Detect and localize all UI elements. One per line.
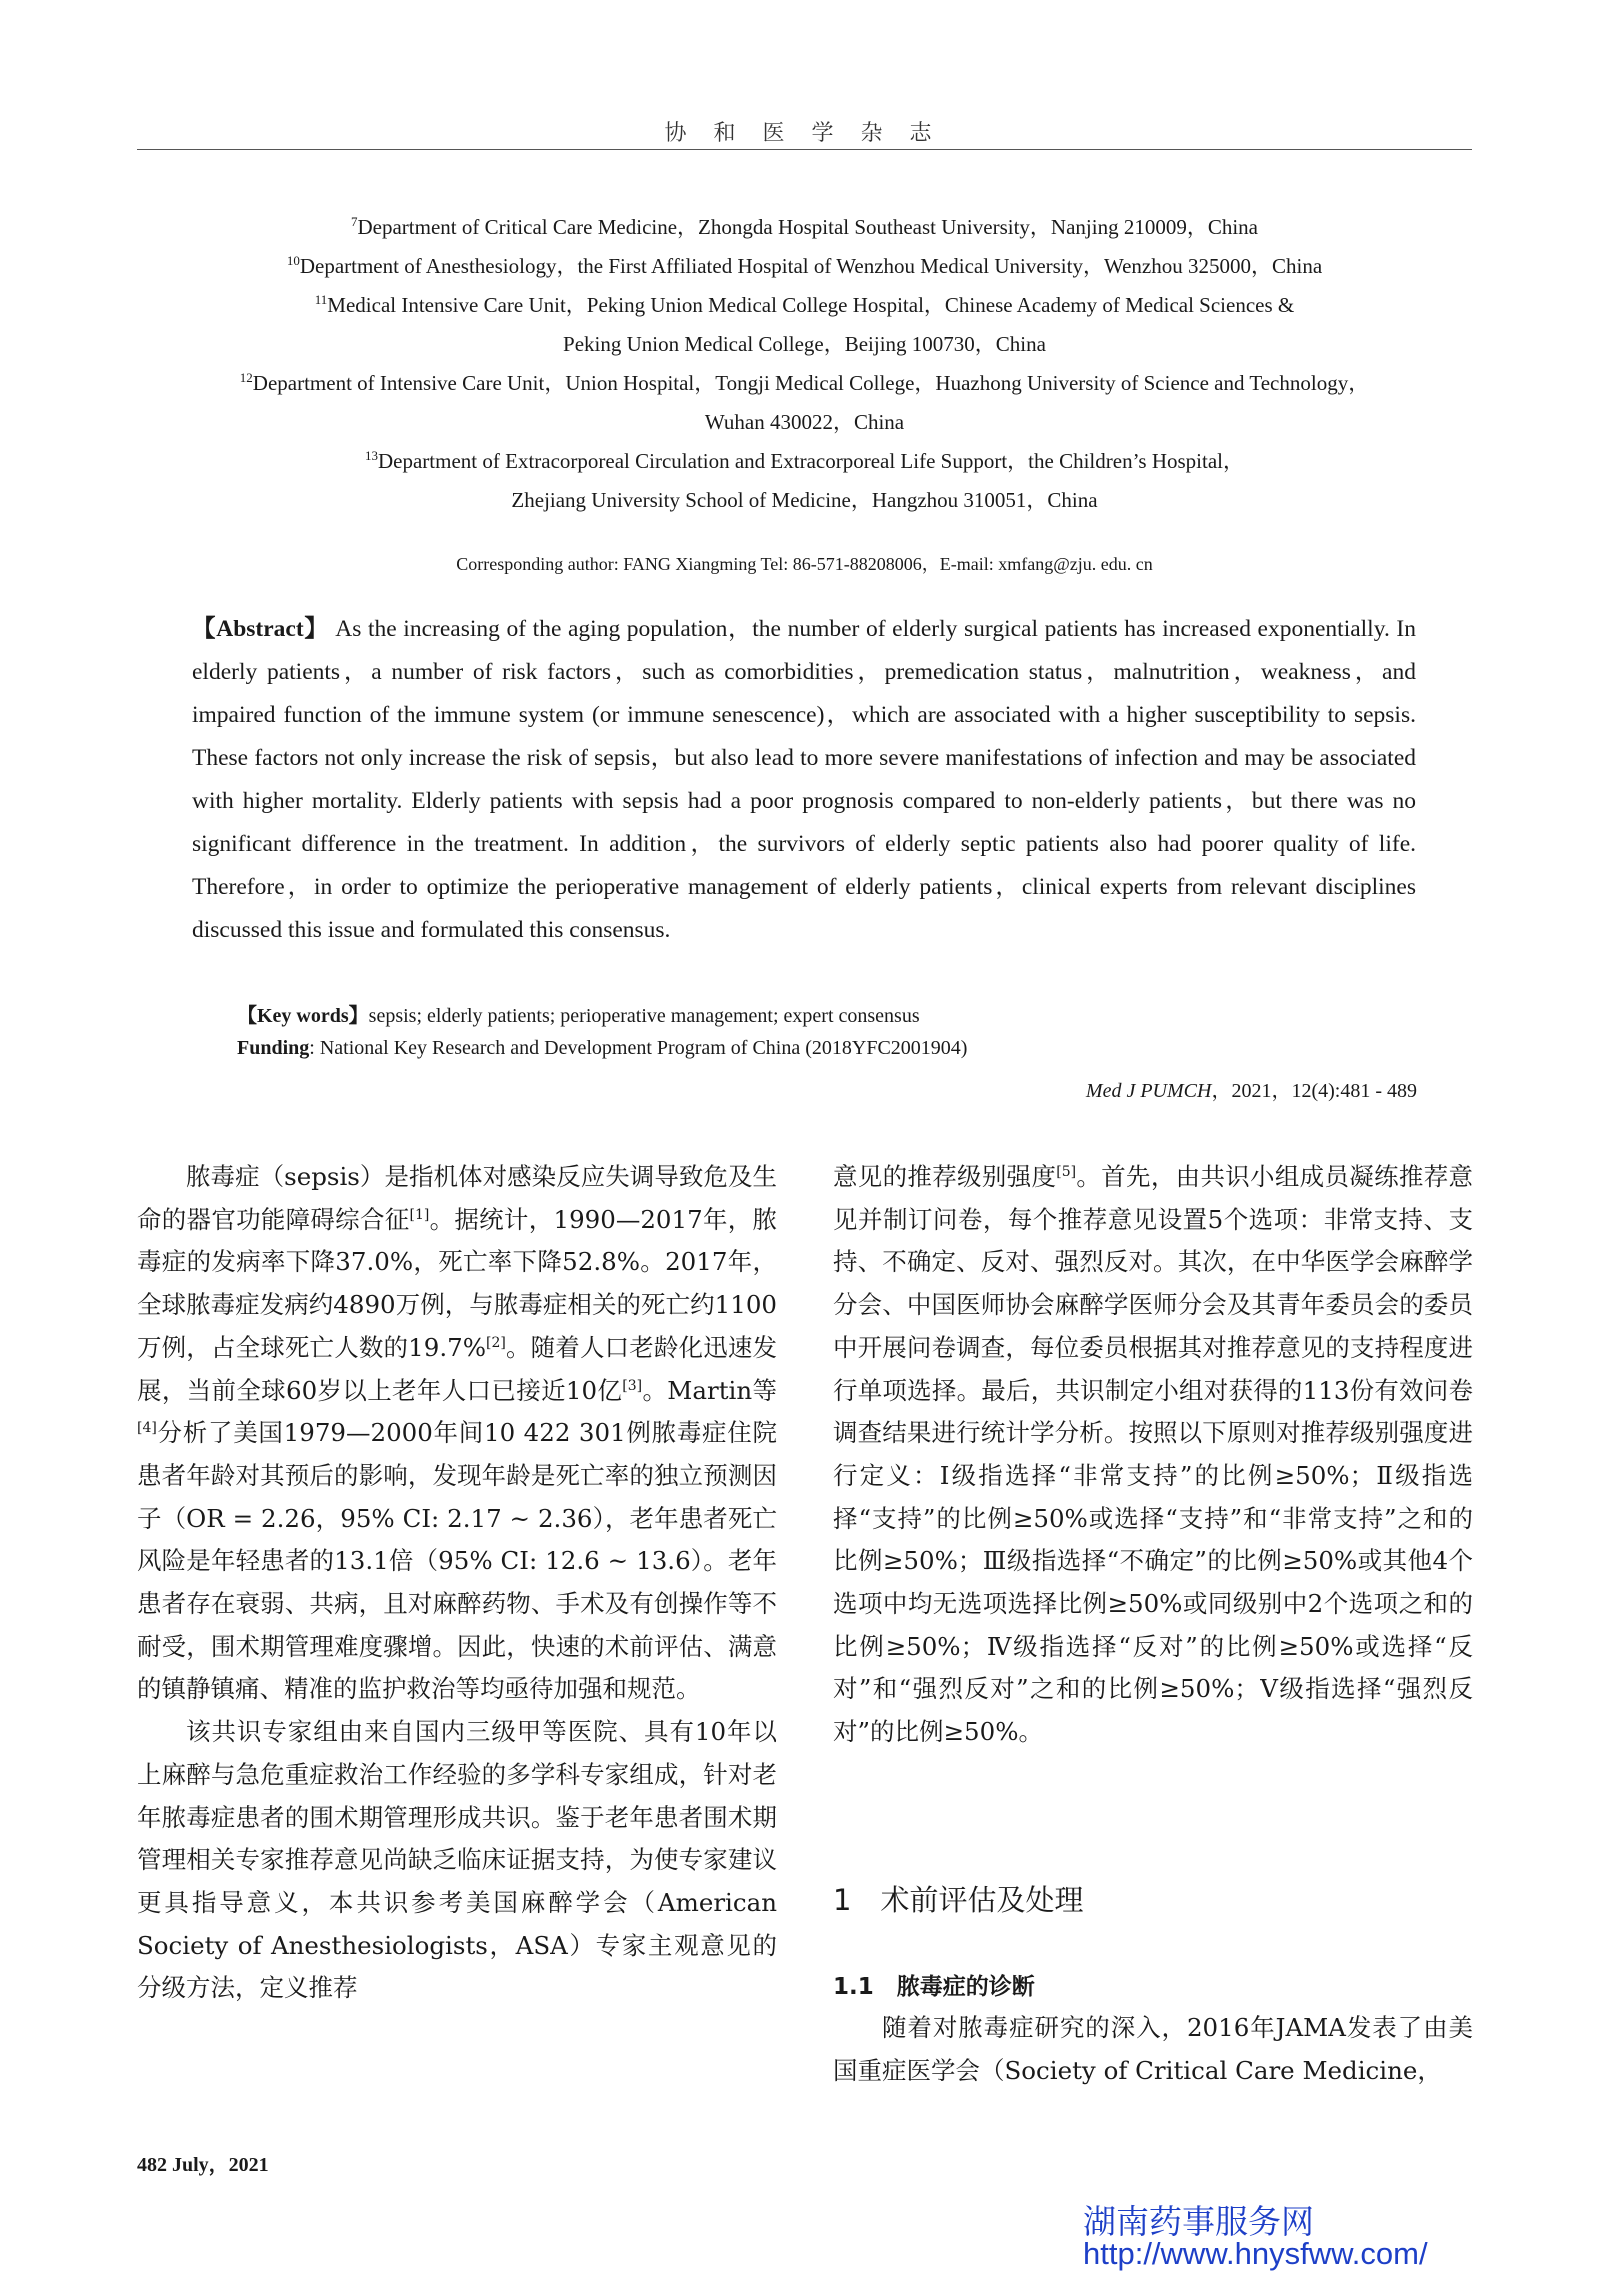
abstract-label: 【Abstract】 <box>192 616 329 642</box>
section-heading: 1 术前评估及处理 <box>833 1883 1084 1917</box>
subsection-heading: 1.1 脓毒症的诊断 <box>833 1974 1035 2000</box>
body-column-right-continued <box>833 2007 1473 2092</box>
watermark-url[interactable]: http://www.hnysfww.com/ <box>1083 2236 1428 2271</box>
affiliation-line: $^{13}$Department of Extracorporeal Circulation and Extracorporeal Life Support，the Children’s Hospital， <box>365 448 1244 473</box>
affiliation-line: $^{11}$Medical Intensive Care Unit，Peking Union Medical College Hospital，Chinese Academy of Medical Sciences & <box>314 292 1295 317</box>
abstract-text: As the increasing of the aging population，the number of elderly surgical patients has increased exponentially. In elderly patients，a number of risk factors，such as comorbidities，premedication status，malnutrition，weakness，and impaired function of the immune system (or immune senescence)，which are associated with a higher susceptibility to sepsis. These factors not only increase the risk of sepsis，but also lead to more severe manifestations of infection and may be associated with higher mortality. Elderly patients with sepsis had a poor prognosis compared to non-elderly patients，but there was no significant difference in the treatment. In addition，the survivors of elderly septic patients also had poorer quality of life. Therefore，in order to optimize the perioperative management of elderly patients，clinical experts from relevant disciplines discussed this issue and formulated this consensus. <box>192 616 1416 943</box>
body-paragraph: 随着对脓毒症研究的深入，2016年JAMA发表了由美国重症医学会（Society of Critical Care Medicine， <box>833 2013 1473 2085</box>
funding-label: Funding <box>237 1037 310 1059</box>
affiliation-line: Peking Union Medical College，Beijing 100730，China <box>563 332 1046 356</box>
citation-journal: Med J PUMCH <box>1085 1080 1212 1102</box>
corresponding-author: Corresponding author: FANG Xiangming Tel: 86-571-88208006，E-mail: xmfang@zju. edu. cn <box>456 554 1153 574</box>
citation-text: ，2021，12(4):481 - 489 <box>1211 1080 1417 1102</box>
body-paragraph: 该共识专家组由来自国内三级甲等医院、具有10年以上麻醉与急危重症救治工作经验的多学科专家组成，针对老年脓毒症患者的围术期管理形成共识。鉴于老年患者围术期管理相关专家推荐意见尚缺乏临床证据支持，为使专家建议更具指导意义，本共识参考美国麻醉学会（American Society of Anesthesiologists，ASA）专家主观意见的分级方法，定义推荐 <box>137 1717 777 2003</box>
body-column-right <box>833 1156 1473 1754</box>
header-rule <box>137 149 1472 150</box>
affiliation-line: Wuhan 430022，China <box>704 410 905 434</box>
page-footer: 482 July，2021 <box>137 2154 269 2176</box>
funding-text: : National Key Research and Development Program of China (2018YFC2001904) <box>309 1037 968 1059</box>
funding <box>237 1037 1417 1060</box>
abstract <box>192 608 1416 952</box>
body-paragraph: 意见的推荐级别强度[5]。首先，由共识小组成员凝练推荐意见并制订问卷，每个推荐意见设置5个选项：非常支持、支持、不确定、反对、强烈反对。其次，在中华医学会麻醉学分会、中国医师协会麻醉学医师分会及其青年委员会的委员中开展问卷调查，每位委员根据其对推荐意见的支持程度进行单项选择。最后，共识制定小组对获得的113份有效问卷调查结果进行统计学分析。按照以下原则对推荐级别强度进行定义：Ⅰ级指选择“非常支持”的比例≥50%；Ⅱ级指选择“支持”的比例≥50%或选择“支持”和“非常支持”之和的比例≥50%；Ⅲ级指选择“不确定”的比例≥50%或其他4个选项中均无选项选择比例≥50%或同级别中2个选项之和的比例≥50%；Ⅳ级指选择“反对”的比例≥50%或选择“反对”和“强烈反对”之和的比例≥50%；Ⅴ级指选择“强烈反对”的比例≥50%。 <box>833 1162 1474 1747</box>
affiliation-line: $^7$Department of Critical Care Medicine，Zhongda Hospital Southeast University，Nanjing 210009，China <box>351 214 1258 239</box>
affiliation-line: Zhejiang University School of Medicine，Hangzhou 310051，China <box>511 488 1098 512</box>
body-paragraph: 脓毒症（sepsis）是指机体对感染反应失调导致危及生命的器官功能障碍综合征[1]。据统计，1990—2017年，脓毒症的发病率下降37.0%，死亡率下降52.8%。2017年，全球脓毒症发病约4890万例，与脓毒症相关的死亡约1100万例，占全球死亡人数的19.7%[2]。随着人口老龄化迅速发展，当前全球60岁以上老年人口已接近10亿[3]。Martin等[4]分析了美国1979—2000年间10 422 301例脓毒症住院患者年龄对其预后的影响，发现年龄是死亡率的独立预测因子（OR = 2.26，95% CI: 2.17 ~ 2.36），老年患者死亡风险是年轻患者的13.1倍（95% CI: 12.6 ~ 13.6）。老年患者存在衰弱、共病，且对麻醉药物、手术及有创操作等不耐受，围术期管理难度骤增。因此，快速的术前评估、满意的镇静镇痛、精准的监护救治等均亟待加强和规范。 <box>137 1162 777 1704</box>
watermark-name: 湖南药事服务网 <box>1083 2202 1314 2241</box>
keywords <box>237 999 1417 1028</box>
affiliation-line: $^{10}$Department of Anesthesiology，the First Affiliated Hospital of Wenzhou Medical University，Wenzhou 325000，China <box>286 253 1323 278</box>
journal-header: 协 和 医 学 杂 志 <box>664 121 942 146</box>
affiliation-line: $^{12}$Department of Intensive Care Unit，Union Hospital，Tongji Medical College，Huazhong University of Science and Technology， <box>239 370 1370 395</box>
citation <box>900 1074 1417 1103</box>
body-column-left <box>137 1156 777 2010</box>
keywords-text: sepsis; elderly patients; perioperative management; expert consensus <box>368 1005 920 1027</box>
keywords-label: 【Key words】 <box>237 1005 369 1027</box>
